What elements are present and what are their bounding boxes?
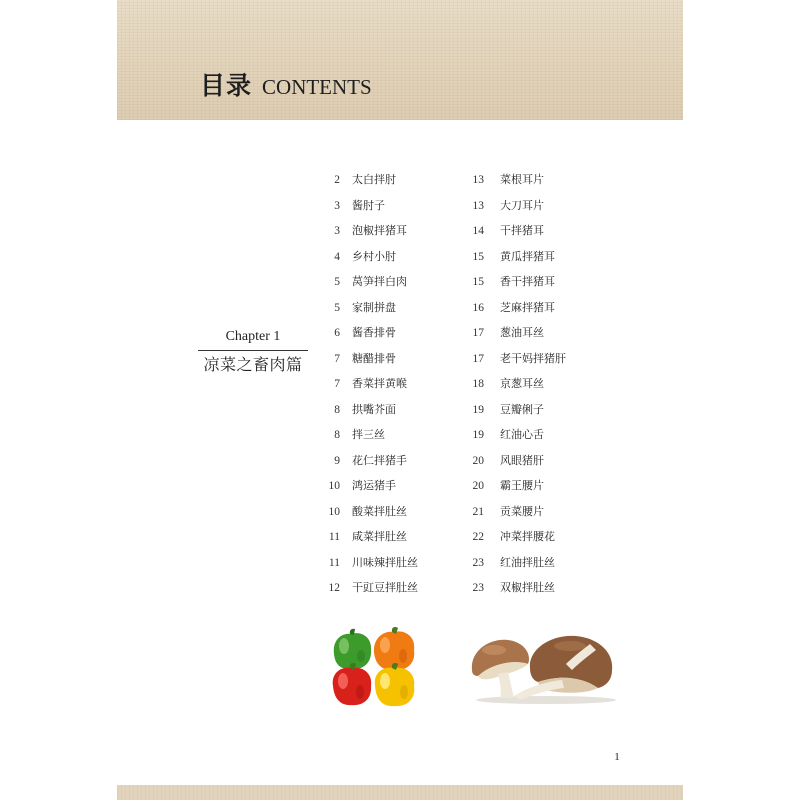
toc-entry-title: 香菜拌黄喉 [352,377,407,390]
toc-page-number: 19 [472,429,484,441]
toc-entry [300,499,418,525]
toc-entry-title: 芝麻拌猪耳 [500,300,555,314]
toc-page-number: 6 [334,327,340,339]
chapter-label: Chapter 1 [225,329,281,344]
toc-entry [444,346,566,372]
toc-entry [300,167,418,193]
toc-entry [300,397,418,423]
toc-entry [300,473,418,499]
toc-page-number: 13 [472,174,484,186]
toc-entry [444,499,566,525]
toc-entry-title: 风眼猪肝 [500,453,544,467]
toc-page-number: 11 [328,556,340,569]
toc-page-number: 4 [334,250,340,263]
toc-entry [300,575,418,601]
toc-entry [444,397,566,423]
toc-entry [300,371,418,397]
toc-entry [300,193,418,219]
toc-entry-title: 酱香排骨 [352,326,396,339]
toc-entry [300,550,418,576]
toc-entry-title: 鸿运猪手 [352,479,396,492]
mushrooms-image [466,630,620,706]
toc-entry [300,422,418,448]
toc-entry-title: 拌三丝 [352,428,385,441]
page-title [200,70,372,105]
toc-entry-title: 干豇豆拌肚丝 [352,581,418,594]
yellow-pepper [375,663,414,706]
toc-entry-title: 乡村小肘 [352,249,396,263]
toc-entry [300,524,418,550]
toc-page-number: 15 [472,276,484,288]
toc-page-number: 7 [334,352,340,365]
toc-entry [444,575,566,601]
toc-page-number: 18 [472,378,484,390]
toc-entry-title: 京葱耳丝 [500,377,544,390]
toc-page-number: 14 [472,225,484,237]
toc-page-number: 17 [472,352,484,365]
toc-entry [444,473,566,499]
toc-entry-title: 拱嘴芥面 [352,402,396,416]
toc-entry [444,448,566,474]
toc-entry-title: 老干妈拌猪肝 [500,351,566,365]
chapter-divider [198,350,308,351]
toc-entry-title: 川味辣拌肚丝 [352,555,418,569]
toc-entry-title: 花仁拌猪手 [352,453,407,467]
chapter-heading [198,326,308,376]
toc-page-number: 3 [334,225,340,237]
toc-entry-title: 红油拌肚丝 [500,555,555,569]
toc-entry-title: 豆瓣俐子 [500,402,544,416]
toc-page-number: 20 [472,480,484,492]
toc-entry-title: 冲菜拌腰花 [500,530,555,543]
toc-entry-title: 太白拌肘 [352,173,396,186]
toc-page-number: 10 [328,505,340,518]
bell-peppers-image [328,626,420,710]
toc-entry [444,193,566,219]
chapter-name: 凉菜之畜肉篇 [203,355,303,374]
green-pepper [334,629,371,669]
toc-entry [444,244,566,270]
toc-entry-title: 贡菜腰片 [500,504,544,518]
toc-entry [444,320,566,346]
toc-entry [444,167,566,193]
toc-entry-title: 糖醋排骨 [352,351,396,365]
toc-column-left [300,167,418,601]
toc-page-number: 2 [334,174,340,186]
toc-entry-title: 泡椒拌猪耳 [352,224,407,237]
toc-page-number: 15 [472,250,484,263]
toc-page-number: 11 [328,531,340,543]
toc-page-number: 9 [334,454,340,467]
toc-page-number: 7 [334,378,340,390]
toc-page-number: 20 [472,454,484,467]
toc-page-number: 17 [472,327,484,339]
toc-entry [300,269,418,295]
toc-entry-title: 酸菜拌肚丝 [352,504,407,518]
toc-entry-title: 干拌猪耳 [500,224,544,237]
toc-page-number: 8 [334,429,340,441]
toc-entry-title: 家制拼盘 [352,300,396,314]
toc-page-number: 8 [334,403,340,416]
red-pepper [333,663,371,705]
toc-entry-title: 咸菜拌肚丝 [352,530,407,543]
toc-entry [444,524,566,550]
toc-entry [300,448,418,474]
mushroom-left [472,640,529,698]
toc-entry [300,346,418,372]
toc-entry [300,244,418,270]
toc-page-number: 19 [472,403,484,416]
toc-page-number: 12 [328,582,340,594]
toc-entry-title: 大刀耳片 [500,198,544,212]
toc-page-number: 10 [328,480,340,492]
toc-entry-title: 黄瓜拌猪耳 [500,249,555,263]
toc-entry [444,550,566,576]
toc-entry [300,295,418,321]
toc-entry [444,371,566,397]
toc-page-number: 21 [472,505,484,518]
toc-page-number: 3 [334,199,340,212]
page-number: 1 [614,751,620,763]
toc-entry-title: 红油心舌 [500,428,544,441]
mushroom-right [514,636,612,700]
toc-entry [300,218,418,244]
toc-page-number: 22 [472,531,484,543]
toc-page-number: 5 [334,276,340,288]
toc-entry-title: 双椒拌肚丝 [500,581,555,594]
toc-page-number: 23 [472,582,484,594]
toc-page-number: 16 [472,301,484,314]
page-title-chinese: 目录 [200,71,253,100]
toc-page-number: 23 [472,556,484,569]
toc-entry-title: 葱油耳丝 [500,326,544,339]
toc-entry-title: 香干拌猪耳 [500,275,555,288]
toc-entry-title: 霸王腰片 [500,479,544,492]
footer-parchment-band [117,785,683,800]
mushroom-shadow [476,696,616,704]
toc-entry-title: 莴笋拌白肉 [352,275,407,288]
toc-entry [444,218,566,244]
toc-entry-title: 酱肘子 [352,198,385,212]
toc-entry [444,295,566,321]
toc-column-right [444,167,566,601]
toc-page-number: 5 [334,301,340,314]
toc-entry [444,269,566,295]
toc-entry-title: 菜根耳片 [500,173,544,186]
toc-entry [300,320,418,346]
toc-entry [444,422,566,448]
page-title-english: CONTENTS [262,75,372,99]
toc-page-number: 13 [472,199,484,212]
